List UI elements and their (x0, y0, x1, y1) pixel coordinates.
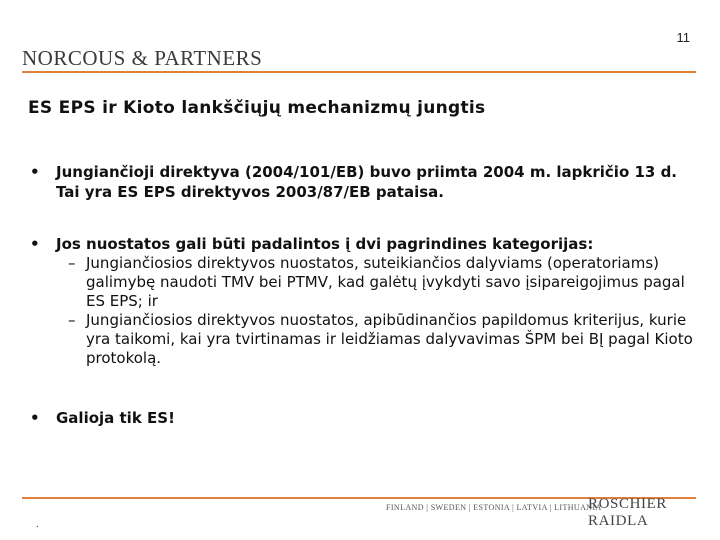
bullet-icon: • (30, 235, 40, 253)
sub-item-text: Jungiančiosios direktyvos nuostatos, suteikiančios dalyviams (operatoriams) galimybę naudoti TMV bei PTMV, kad galėtų įvykdyti savo įsipareigojimus pagal ES EPS; ir (86, 254, 685, 310)
footer-dot: . (36, 520, 39, 530)
sub-list-item (28, 254, 698, 311)
sub-list-item (28, 311, 698, 368)
dash-icon: – (68, 254, 76, 272)
footer-countries: FINLAND | SWEDEN | ESTONIA | LATVIA | LITHUANIA (386, 503, 602, 512)
page-number: 11 (676, 30, 690, 45)
bullet-item (28, 234, 698, 254)
bullet-icon: • (30, 409, 40, 427)
dash-icon: – (68, 311, 76, 329)
bullet-text: Jos nuostatos gali būti padalintos į dvi pagrindines kategorijas: (56, 235, 594, 253)
bullet-text: Jungiančioji direktyva (2004/101/EB) buvo priimta 2004 m. lapkričio 13 d. Tai yra ES EPS direktyvos 2003/87/EB pataisa. (56, 163, 677, 201)
bullet-item (28, 162, 698, 202)
sub-item-text: Jungiančiosios direktyvos nuostatos, apibūdinančios papildomus kriterijus, kurie yra taikomi, kai yra tvirtinamas ir leidžiamas dalyvavimas ŠPM bei BĮ pagal Kioto protokolą. (86, 311, 693, 367)
header-divider (22, 71, 696, 73)
bullet-item (28, 408, 698, 428)
bullet-text: Galioja tik ES! (56, 409, 175, 427)
norcous-logo: NORCOUS & PARTNERS (22, 46, 263, 70)
bullet-icon: • (30, 163, 40, 181)
slide-title: ES EPS ir Kioto lankščiųjų mechanizmų jungtis (28, 98, 486, 118)
slide-content (28, 162, 698, 428)
roschier-raidla-logo: ROSCHIER RAIDLA (588, 496, 667, 529)
sub-list (28, 254, 698, 368)
